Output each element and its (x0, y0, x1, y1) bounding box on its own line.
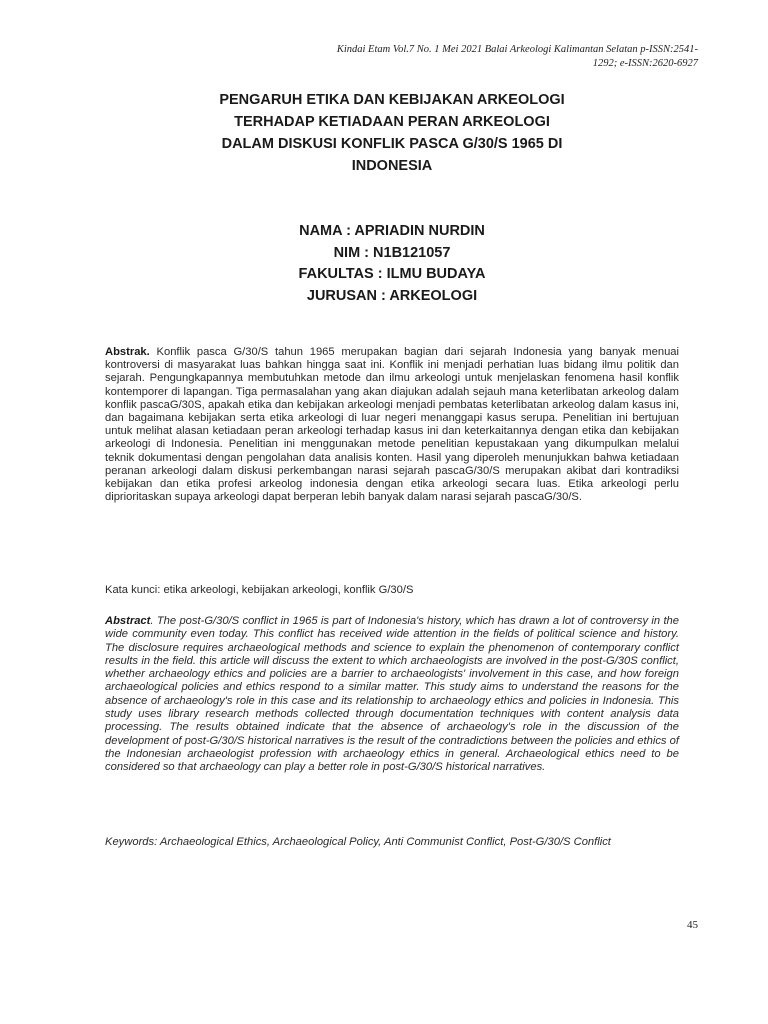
paper-title (150, 89, 634, 177)
author-faculty: FAKULTAS : ILMU BUDAYA (298, 266, 486, 282)
abstrak-label: Abstrak. (105, 346, 150, 358)
abstrak-paragraph (105, 346, 679, 504)
author-department: JURUSAN : ARKEOLOGI (306, 287, 478, 304)
keywords: Keywords: Archaeological Ethics, Archaeological Policy, Anti Communist Conflict, Post-G/30/S Conflict (105, 836, 611, 848)
page-number: 45 (687, 919, 698, 931)
abstract-english-paragraph (105, 615, 679, 775)
author-nim: NIM : N1B121057 (333, 244, 451, 261)
author-name: NAMA : APRIADIN NURDIN (299, 223, 485, 239)
title-line-4: INDONESIA (351, 158, 433, 174)
running-header (280, 43, 698, 70)
running-header-line-2: 1292; e-ISSN:2620-6927 (592, 57, 698, 69)
title-line-3: DALAM DISKUSI KONFLIK PASCA G/30/S 1965 DI (221, 136, 563, 152)
kata-kunci: Kata kunci: etika arkeologi, kebijakan arkeologi, konflik G/30/S (105, 584, 414, 596)
running-header-line-1: Kindai Etam Vol.7 No. 1 Mei 2021 Balai Arkeologi Kalimantan Selatan p-ISSN:2541- (336, 44, 698, 55)
abstract-text: . The post-G/30/S conflict in 1965 is part of Indonesia's history, which has drawn a lot of controversy in the wide community even today. This conflict has received wide attention in the fields of political science and history. The disclosure requires archaeological methods and science to explain the phenomenon of contemporary conflict results in the field. this article will discuss the extent to which archaeologists are involved in the post-G/30S conflict, whether archaeology ethics and policies are a barrier to archaeologists' involvement in this case, and how foreign archaeological policies and ethics respond to a similar matter. This study aims to understand the reasons for the absence of archaeology's role in this case and its relationship to archaeology ethics and policies in Indonesia. This study uses library research methods collected through documentation techniques with content analysis data processing. The results obtained indicate that the absence of archaeology's role in the discussion of the development of post-G/30/S historical narratives is the result of the contradictions between the policies and ethics of the Indonesian archaeologist profession with archaeology ethics in general. Archaeological ethics need to be considered so that archaeology can play a better role in post-G/30/S historical narratives. (105, 615, 679, 774)
abstrak-text: Konflik pasca G/30/S tahun 1965 merupakan bagian dari sejarah Indonesia yang banyak menuai kontroversi di masyarakat luas bahkan hingga saat ini. Konflik ini menjadi perhatian luas bidang ilmu politik dan sejarah. Pengungkapannya membutuhkan metode dan ilmu arkeologi untuk menjelaskan fenomena hasil konflik kontemporer di lapangan. Tiga permasalahan yang akan diajukan adalah sejauh mana keterlibatan arkeolog dalam konflik pascaG/30S, apakah etika dan kebijakan arkeologi menjadi pembatas keterlibatan arkeolog dalam kasus ini, dan bagaimana kebijakan serta etika arkeologi di luar negeri menanggapi kasus serupa. Penelitian ini bertujuan untuk melihat alasan ketiadaan peran arkeologi terhadap kasus ini dan keterkaitannya dengan etika dan kebijakan arkeologi di Indonesia. Penelitian ini menggunakan metode penelitian kepustakaan yang dikumpulkan melalui teknik dokumentasi dengan pengolahan data analisis konten. Hasil yang diperoleh menunjukkan bahwa ketiadaan peranan arkeologi dalam diskusi perkembangan narasi sejarah pascaG/30/S merupakan akibat dari kontradiksi kebijakan dan etika profesi arkeolog indonesia dengan etika arkeologi secara luas. Etika arkeologi perlu diprioritaskan supaya arkeologi dapat berperan lebih banyak dalam narasi sejarah pascaG/30/S. (105, 346, 680, 504)
title-line-1: PENGARUH ETIKA DAN KEBIJAKAN ARKEOLOGI (219, 92, 565, 108)
title-line-2: TERHADAP KETIADAAN PERAN ARKEOLOGI (234, 114, 550, 130)
author-block (180, 221, 604, 307)
abstract-label: Abstract (105, 615, 151, 627)
